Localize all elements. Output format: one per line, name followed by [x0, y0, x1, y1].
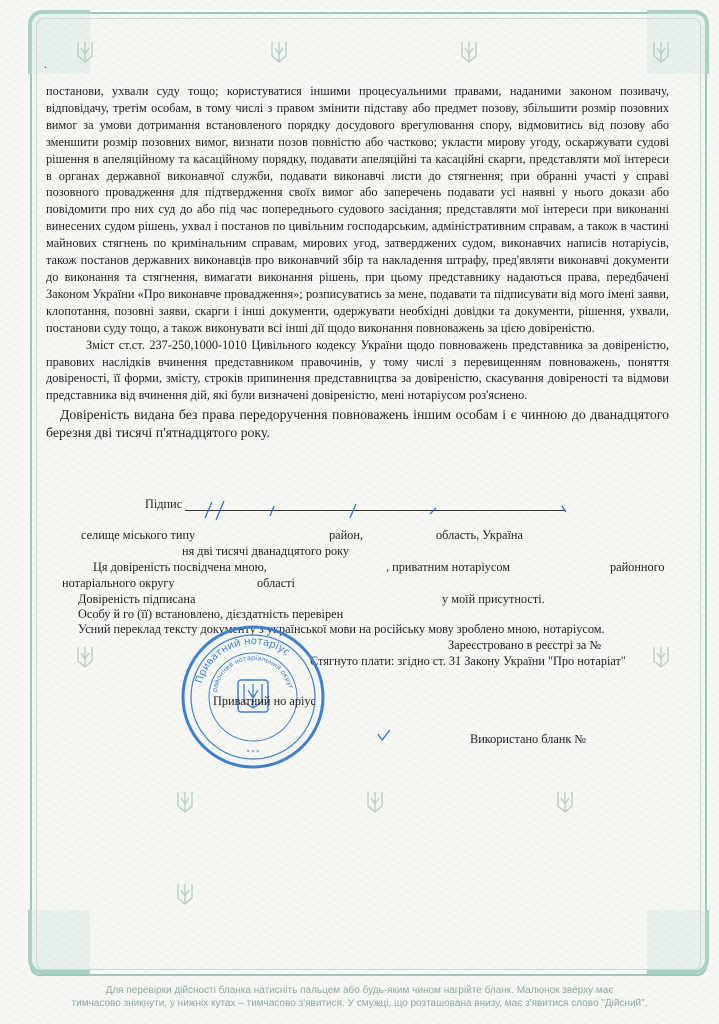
powers-paragraph: постанови, ухвали суду тощо; користуватися іншими процесуальними правами, наданими законом позивачу, відповідачу, третім особам, в тому числі з правом змінити підставу або предмет позову, збільшити розмір позовних вимог за умови дотримання встановленого порядку досудового врегулювання спору, відмовитись від позову або зменшити розмір позовних вимог, визнати позов повністю або частково; укласти мирову угоду, оскаржувати судові рішення в апеляційному та касаційному порядку, подавати апеляційні та касаційні скарги, представляти мої інтереси в органах державної виконавчої служби, подавати виконавчі листи до стягнення; при обранні участі у справі позовного провадження для підтвердження своїх вимог або заперечень подавати усі наявні у нього докази або повідомити про них суд до або під час попереднього судового засідання; представляти мої інтереси при виконанні винесених судом рішень, ухвал і постанов по цивільним господарським, адміністративним справам, а також в частині майнових стягнень по кримінальним справам, мирових угод, затверджених судом, виконавчих написів нотаріусів, також постанов державних виконавців про виконавчий збір та накладення штрафу, пред'являти виконавчі документи до виконання та стягнення, вимагати виконання рішень, при цьому представнику надаються права, передбачені Законом України «Про виконавче провадження»; розписуватись за мене, подавати та підписувати від мого імені заяви, клопотання, позовні заяви, скарги і інші документи, одержувати необхідні довідки та документи, рішення, ухвали, постанови суду тощо, а також виконувати всі інші дії щодо виконання повноважень за цією довіреністю.: [46, 84, 669, 335]
trident-watermark-icon: [556, 790, 574, 814]
date-words: ня дві тисячі дванадцятого року: [182, 544, 350, 558]
margin-mark: .: [44, 60, 47, 71]
certified-text: Ця довіреність посвідчена мною,: [93, 560, 267, 574]
location-prefix: селище міського типу: [81, 528, 196, 542]
trident-watermark-icon: [270, 40, 288, 64]
trident-watermark-icon: [176, 882, 194, 906]
security-footer: [0, 984, 719, 1010]
svg-text:районний нотаріальний округ: районний нотаріальний округ: [210, 653, 295, 693]
footer-line-2: тимчасово зникнути, у нижніх кутах – тимчасово з'явитися. У смужці, що розташована внизу, має з'явитися слово "Дійсний".: [71, 998, 648, 1009]
trident-watermark-icon: [652, 40, 670, 64]
trident-watermark-icon: [652, 645, 670, 669]
signed-text: Довіреність підписана: [78, 592, 196, 606]
check-mark-icon: [376, 728, 392, 742]
notary-district-text: нотаріального округу: [62, 576, 175, 590]
corner-ornament-bottom-right: [647, 910, 709, 974]
district-text: районного: [610, 560, 665, 574]
validity-paragraph: Довіреність видана без права передоручення повноважень іншим особам і є чинною до дванадцятого березня дві тисячі п'ятнадцятого року.: [46, 407, 669, 441]
handwritten-signature: [190, 498, 570, 524]
blank-used-text: Використано бланк №: [470, 732, 587, 746]
corner-ornament-bottom-left: [28, 910, 90, 974]
svg-text:Приватний нотаріус: Приватний нотаріус: [193, 635, 292, 685]
trident-watermark-icon: [176, 790, 194, 814]
trident-watermark-icon: [460, 40, 478, 64]
registered-text: Зареєстровано в реєстрі за №: [448, 638, 602, 652]
identity-text: Особу й го (її) встановлено, дієздатність перевірен: [78, 607, 344, 621]
trident-watermark-icon: [76, 645, 94, 669]
footer-line-1: Для перевірки дійсності бланка натисніть пальцем або будь-яким чином нагрійте бланк. Малюнок зверху має: [105, 985, 614, 996]
fee-text: Стягнуто плати: згідно ст. 31 Закону України "Про нотаріат": [310, 654, 626, 668]
notary-signature-label: Приватний но аріус: [213, 694, 317, 708]
signature-label: Підпис: [145, 497, 183, 511]
location-region: район,: [329, 528, 363, 542]
trident-watermark-icon: [76, 40, 94, 64]
location-oblast: область, Україна: [436, 528, 523, 542]
document-body: [46, 83, 669, 442]
civil-code-paragraph: Зміст ст.ст. 237-250,1000-1010 Цивільного кодексу України щодо повноважень представника за довіреністю, правових наслідків вчинення представником правочинів, у тому числі з перевищенням повноважень, поняття довіреності, її форми, змісту, строків припинення представництва за довіреністю, скасування довіреності та відмови представника від вчинення дій, які були визначені довіреністю, мені нотаріусом роз'яснено.: [46, 337, 669, 403]
notary-private-text: , приватним нотаріусом: [386, 560, 511, 574]
svg-text:* * *: * * *: [246, 749, 260, 756]
in-presence-text: у моїй присутності.: [442, 592, 545, 606]
trident-watermark-icon: [366, 790, 384, 814]
oblast-text: області: [257, 576, 295, 590]
translation-text: Усний переклад тексту документу з української мови на російську мову зроблено мною, нотаріусом.: [78, 622, 605, 636]
